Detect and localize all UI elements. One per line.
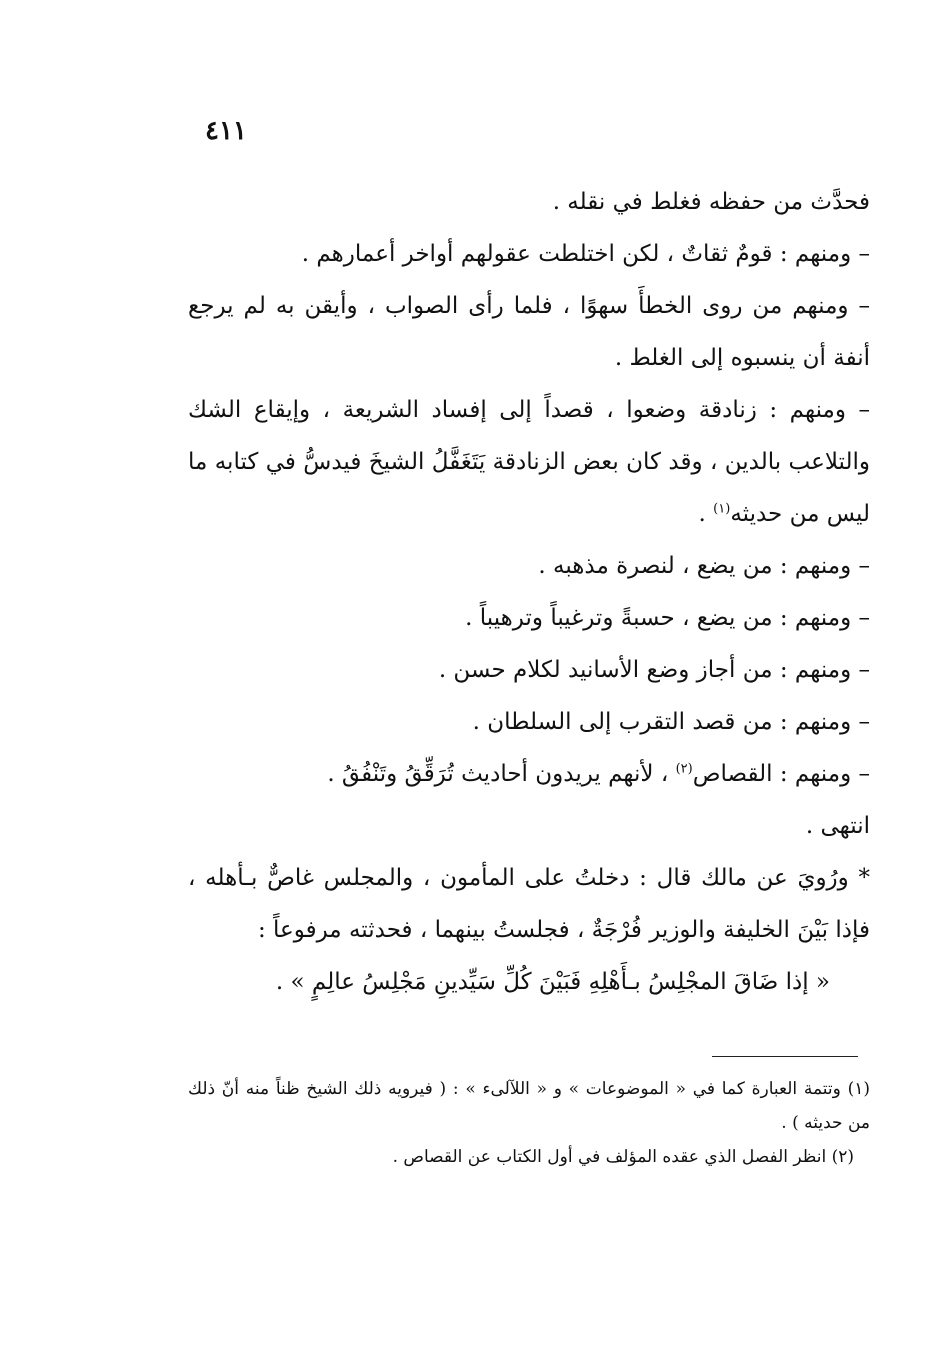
paragraph-text: ، لأنهم يريدون أحاديث تُرَقِّقُ وتَنْفُقُ . [327, 761, 669, 787]
paragraph: – ومنهم من روى الخطأَ سهوًا ، فلما رأى الصواب ، وأيقن به لم يرجع أنفة أن ينسبوه إلى الغلط . [188, 293, 870, 371]
paragraph: – ومنهم : من أجاز وضع الأسانيد لكلام حسن . [438, 657, 870, 683]
footnote-mark-2: (٢) [675, 761, 693, 777]
quoted-hadith: « إذا ضَاقَ المجْلِسُ بـأَهْلِهِ فَبَيْنَ كُلِّ سَيِّدينِ مَجْلِسُ عالِمٍ » . [275, 969, 830, 995]
footnotes [188, 1072, 870, 1174]
footnote-divider [712, 1056, 858, 1057]
paragraph [188, 384, 870, 540]
paragraph: * ورُويَ عن مالك قال : دخلتُ على المأمون ، والمجلس غاصٌّ بـأهله ، فإذا بَيْنَ الخليفة والوزير فُرْجَةٌ ، فجلستُ بينهما ، فحدثته مرفوعاً : [188, 865, 870, 943]
footnote-mark-1: (١) [713, 501, 731, 517]
paragraph-text: – ومنهم : زنادقة وضعوا ، قصداً إلى إفساد الشريعة ، وإيقاع الشك والتلاعب بالدين ، وقد كان بعض الزنادقة يَتَغَفَّلُ الشيخَ فيدسُّ في كتابه ما ليس من حديثه [188, 397, 870, 527]
paragraph: فحدَّث من حفظه فغلط في نقله . [552, 189, 870, 215]
body-text [188, 176, 870, 1008]
paragraph: انتهى . [805, 813, 870, 839]
paragraph [188, 748, 870, 800]
page-number: ٤١١ [205, 116, 247, 146]
period: . [698, 501, 706, 527]
footnote-2: (٢) انظر الفصل الذي عقده المؤلف في أول الكتاب عن القصاص . [392, 1147, 854, 1167]
paragraph: – ومنهم : من يضع ، لنصرة مذهبه . [538, 553, 870, 579]
paragraph: – ومنهم : قومٌ ثقاتٌ ، لكن اختلطت عقولهم أواخر أعمارهم . [301, 241, 870, 267]
paragraph: – ومنهم : من يضع ، حسبةً وترغيباً وترهيباً . [465, 605, 870, 631]
paragraph-text: – ومنهم : القصاص [692, 761, 870, 787]
footnote-1: (١) وتتمة العبارة كما في « الموضوعات » و « اللآلىء » : ( فيرويه ذلك الشيخ ظناً منه أنّ ذلك من حديثه ) . [188, 1079, 870, 1133]
paragraph: – ومنهم : من قصد التقرب إلى السلطان . [472, 709, 870, 735]
